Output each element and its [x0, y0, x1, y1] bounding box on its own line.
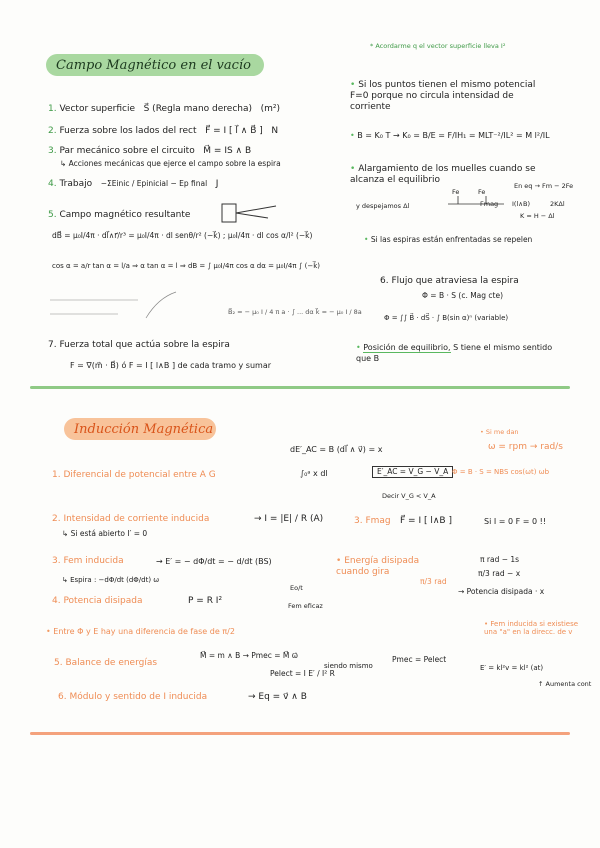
integral-sketch-figure: [48, 288, 178, 328]
section1-top-note: * Acordarme q el vector superficie lleva I²: [370, 42, 506, 50]
s2-energia-r3: → Potencia disipada · x: [458, 587, 545, 596]
s2-item5-f2: Pelect = I E′ / I² R: [270, 669, 335, 678]
right-bullet5-link: Posición de equilibrio,: [363, 343, 451, 352]
right-note1-text: Si me dan: [485, 428, 519, 436]
section1-title: Campo Magnético en el vacío: [56, 58, 251, 73]
force-label-ilb: I(l∧B): [512, 200, 531, 208]
item4-label: Trabajo: [59, 179, 93, 189]
s2-item2-label: 2. Intensidad de corriente inducida: [52, 514, 210, 524]
right-bullet4: [364, 236, 554, 244]
bullet-dot-icon: •: [356, 343, 361, 352]
s2-fem-right-text: Fem inducida si existiese una "a" en la direcc. de v: [484, 620, 579, 636]
s2-item5-right2: ↑ Aumenta cont: [538, 680, 592, 688]
s2-item2-sub: ↳ Si está abierto I′ = 0: [62, 529, 148, 538]
item4: [48, 178, 218, 190]
item2-unit: N: [271, 126, 279, 136]
bullet-dot-icon: •: [350, 164, 356, 174]
force-label-2kdl: 2KΔl: [550, 200, 565, 208]
s2-item5-label: 5. Balance de energías: [54, 658, 158, 668]
item5-label: Campo magnético resultante: [59, 210, 191, 220]
item7-label: 7. Fuerza total que actúa sobre la espira: [48, 340, 230, 350]
s2-item3b-label: 3. Fem inducida: [52, 556, 124, 566]
item3-num: 3.: [48, 146, 57, 156]
s2-item3b-formula: → E′ = − dΦ/dt = − d/dt (BS): [156, 557, 272, 566]
B2-formula: B⃗₂ = − μ₀ I / 4 π a · ∫ ... dα k⃗ = − μ₀ I / 8a: [228, 308, 362, 316]
dB-formula: dB⃗ = μ₀I/4π · dl⃗∧r⃗/r³ = μ₀I/4π · dl senθ/r² (−k⃗) ; μ₀I/4π · dl cos α/l² (−k⃗): [52, 231, 313, 240]
s2-item3-label: 3. Fmag: [354, 516, 391, 526]
right-note2: ω = rpm → rad/s: [488, 442, 563, 452]
s2-energia: [336, 556, 446, 578]
bullet-dot-icon: •: [364, 235, 369, 244]
cos-formula: cos α = a/r tan α = l/a ⇒ α tan α = l ⇒ dB = ∫ μ₀I/4π cos α dα = μ₀I/4π ∫ (−k⃗): [52, 262, 320, 270]
item2-formula: F⃗ = I [ l⃗ ∧ B⃗ ]: [205, 126, 263, 136]
item1: [48, 104, 280, 115]
loop-sketch-figure: [218, 198, 280, 228]
item1-unit: (m²): [260, 104, 280, 114]
right-bullet3-eq: En eq → Fm − 2Fe: [514, 182, 574, 190]
s2-energia-label: Energía disipada cuando gira: [336, 556, 420, 577]
item4-formula: −ΣEinic / Epinicial − Ep final: [100, 179, 208, 188]
right-bullet3-sub: y despejamos Δl: [356, 202, 410, 210]
item4-num: 4.: [48, 179, 57, 189]
bullet-dot-icon: •: [350, 131, 355, 140]
s2-item4-label: 4. Potencia disipada: [52, 596, 143, 606]
right-item6-label: 6. Flujo que atraviesa la espira: [380, 276, 519, 286]
right-bullet5: [356, 342, 556, 364]
bullet-dot-icon: •: [46, 627, 51, 636]
s2-item5-f1: M⃗ = m ∧ B → Pmec = M⃗ ω⃗: [200, 651, 299, 660]
s2-item6-label: 6. Módulo y sentido de I inducida: [58, 692, 208, 702]
force-label-k: K = H − Δl: [520, 212, 555, 220]
item2-num: 2.: [48, 126, 57, 136]
right-bullet2: [350, 130, 550, 141]
item3: [48, 146, 251, 157]
item2: [48, 126, 278, 137]
right-bullet4-text: Si las espiras están enfrentadas se repelen: [370, 235, 533, 244]
item3-formula: M⃗ = IS ∧ B: [203, 146, 252, 156]
force-label-fe1: Fe: [452, 188, 460, 196]
s2-item3-right: Si I = 0 F = 0 !!: [484, 517, 547, 526]
spring-sketch-figure: [446, 194, 506, 212]
s2-fem-right: [484, 620, 584, 636]
item5-num: 5.: [48, 210, 57, 220]
s2-item4-formula: P = R I²: [188, 596, 223, 606]
s2-item1-box: E′_AC = V_G − V_A: [372, 466, 453, 478]
item1-label: Vector superficie: [59, 104, 136, 114]
bullet-dot-icon: •: [350, 80, 356, 90]
s2-desfase-text: Entre Φ y E hay una diferencia de fase de π/2: [53, 627, 235, 636]
item5: [48, 210, 190, 221]
s2-energia-r1: π rad − 1s: [480, 555, 520, 564]
s2-item5-right: E′ = kl²v = kl² (at): [480, 664, 544, 672]
right-item6-f2: Φ = ∫∫ B⃗ · dS⃗ · ∫ B(sin α)ⁿ (variable): [384, 314, 509, 322]
item7-formula: F = ∇(m⃗ · B⃗) ó F = I [ l∧B ] de cada tramo y sumar: [70, 361, 272, 370]
bullet-dot-icon: •: [480, 428, 484, 436]
bullet-dot-icon: •: [484, 620, 489, 628]
s2-item1-right: Φ = B · S = NBS cos(ωt) ωb: [452, 468, 550, 476]
force-label-fe2: Fe: [478, 188, 486, 196]
section2-title: Inducción Magnética: [74, 422, 214, 437]
section1-divider: [30, 386, 570, 389]
s2-item3-formula: F⃗ = I [ l∧B ]: [400, 516, 452, 526]
s2-item2-formula: → I = |E| / R (A): [254, 514, 324, 524]
s2-energia-frac: π/3 rad: [420, 577, 447, 586]
right-bullet3-text: Alargamiento de los muelles cuando se alcanza el equilibrio: [350, 164, 536, 185]
s2-item1-label: 1. Diferencial de potencial entre A G: [52, 470, 216, 480]
right-note1: [480, 428, 519, 436]
force-label-fmag: Fmag: [480, 200, 499, 208]
right-bullet5-rest: S tiene el mismo sentido que B: [356, 343, 553, 363]
item3-label: Par mecánico sobre el circuito: [59, 146, 195, 156]
section2-divider: [30, 732, 570, 735]
fem-note1: Eo/t: [290, 584, 303, 592]
right-item6-f1: Φ = B · S (c. Mag cte): [422, 291, 504, 300]
bullet-dot-icon: •: [336, 556, 342, 566]
right-bullet1-text: Si los puntos tienen el mismo potencial F=0 porque no circula intensidad de corriente: [350, 80, 536, 112]
item3-sub: ↳ Acciones mecánicas que ejerce el campo sobre la espira: [60, 159, 281, 168]
item1-formula: S⃗ (Regla mano derecha): [143, 104, 252, 114]
item2-label: Fuerza sobre los lados del rect: [59, 126, 197, 136]
item4-unit: J: [215, 179, 219, 189]
right-bullet2-formula: B = K₀ T → K₀ = B/E = F/IH₁ = MLT⁻²/IL² = M l²/IL: [357, 131, 550, 140]
s2-energia-r2: π/3 rad − x: [478, 569, 521, 578]
s2-item1-f2: ∫₀ᵃ x dl: [300, 469, 328, 478]
s2-item3b-sub: ↳ Espira : −dΦ/dt (dΦ/dt) ω: [62, 576, 160, 584]
item1-num: 1.: [48, 104, 57, 114]
s2-item5-f1b: siendo mismo: [324, 662, 373, 670]
fem-note2: Fem eficaz: [288, 602, 323, 610]
s2-item6-formula: → Eq = v⃗ ∧ B: [248, 692, 307, 702]
s2-item1-sub: Decir V_G < V_A: [382, 492, 436, 500]
s2-item5-eq: Pmec = Pelect: [392, 655, 447, 664]
s2-desfase: [46, 626, 235, 637]
s2-item1-f1: dE′_AC = B (dl⃗ ∧ v⃗) = x: [290, 445, 383, 454]
right-bullet1: [350, 80, 540, 113]
